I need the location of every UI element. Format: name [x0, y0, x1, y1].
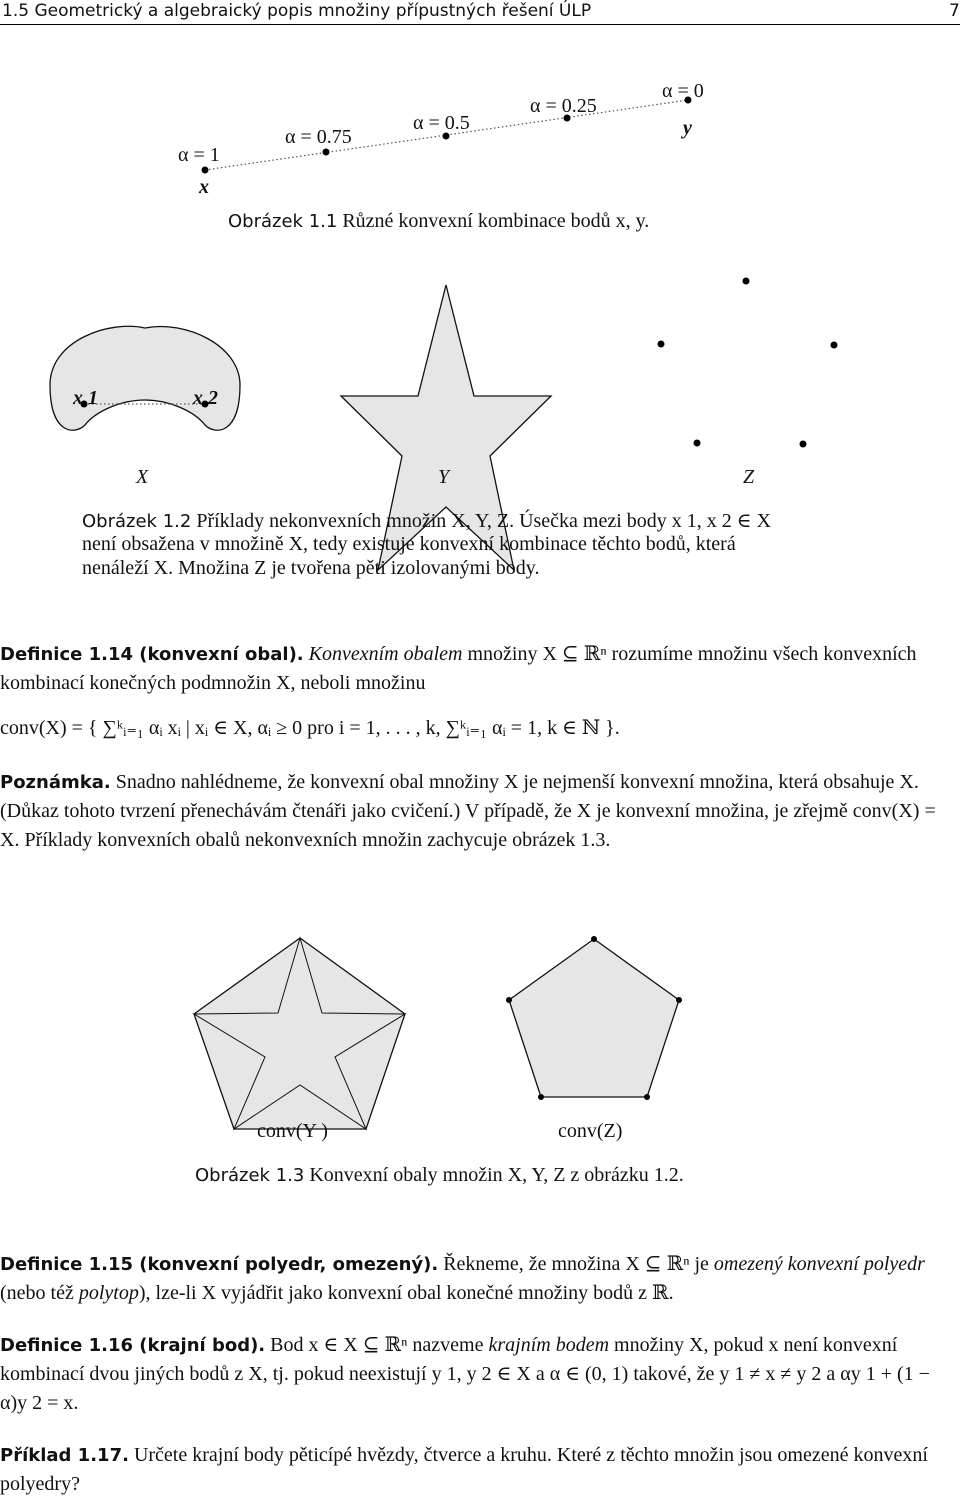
caption-label: Obrázek 1.1 [228, 211, 338, 232]
set-z-point-2 [658, 341, 665, 348]
defined-term-alt: polytop [78, 1282, 139, 1304]
definition-1-14 [0, 640, 960, 698]
caption-text: Konvexní obaly množin X, Y, Z z obrázku 1.2. [309, 1164, 684, 1186]
conv-z-vertex-3 [644, 1094, 650, 1100]
point-label-y: y [683, 117, 692, 139]
figure-1-3 [0, 930, 960, 1150]
alpha-label-1: α = 1 [178, 144, 220, 166]
alpha-label-0: α = 0 [662, 80, 704, 102]
example-text: Určete krajní body pěticípé hvězdy, čtverce a kruhu. Které z těchto množin jsou omezené konvexní polyedry? [0, 1444, 928, 1495]
conv-z-vertex-1 [591, 936, 597, 942]
caption-text: Různé konvexní kombinace bodů x, y. [342, 210, 650, 232]
caption-label: Obrázek 1.3 [195, 1165, 305, 1186]
point-x [202, 167, 209, 174]
conv-z-vertex-5 [506, 997, 512, 1003]
figure-1-2-caption-line-1 [82, 508, 771, 533]
defined-term: omezený konvexní polyedr [713, 1253, 925, 1275]
figure-1-1 [0, 70, 960, 270]
page-number: 7 [949, 1, 960, 21]
running-header-title: 1.5 Geometrický a algebraický popis množiny přípustných řešení ÚLP [2, 1, 592, 21]
definition-1-16: Definice 1.16 (krajní bod). Bod x ∈ X ⊆ ℝⁿ nazveme krajním bodem množiny X, pokud x není konvexní kombinací dvou jiných bodů z X, tj. pokud neexistují y 1, y 2 ∈ X a α ∈ (0, 1) takové, že y 1 ≠ x ≠ y 2 a αy 1 + (1 − α)y 2 = x. [0, 1334, 930, 1414]
figure-1-2-caption-line-3: nenáleží X. Množina Z je tvořena pěti izolovanými body. [82, 557, 540, 579]
caption-label: Obrázek 1.2 [82, 511, 192, 532]
figure-1-1-caption [228, 210, 649, 233]
conv-y-label: conv(Y ) [257, 1120, 328, 1142]
conv-z-pentagon [509, 939, 679, 1097]
figure-1-3-caption [195, 1164, 684, 1187]
formula-conv [0, 715, 620, 740]
point-label-x1: x 1 [73, 387, 98, 409]
alpha-label-075: α = 0.75 [285, 126, 352, 148]
defined-term: Konvexním obalem [308, 643, 463, 665]
point-label-x2: x 2 [193, 387, 218, 409]
example-label: Příklad 1.17. [0, 1445, 129, 1466]
note [0, 768, 960, 855]
conv-z-vertex-2 [676, 997, 682, 1003]
note-text: Snadno nahlédneme, že konvexní obal množiny X je nejmenší konvexní množina, která obsahuje X. (Důkaz tohoto tvrzení přenechávám čtenáři jako cvičení.) V případě, že X je konvexní množina, je zřejmě conv(X) = X. Příklady konvexních obalů nekonvexních množin zachycuje obrázek 1.3. [0, 771, 936, 851]
caption-text: Příklady nekonvexních množin X, Y, Z. Úsečka mezi body x 1, x 2 ∈ X [196, 510, 772, 532]
set-z-point-4 [694, 440, 701, 447]
set-label-z: Z [743, 466, 755, 488]
set-z-point-3 [831, 342, 838, 349]
set-x-shape [50, 326, 240, 430]
set-label-x: X [136, 466, 149, 488]
figure-1-2-caption-line-2: není obsažena v množině X, tedy existuje konvexní kombinace těchto bodů, která [82, 533, 736, 555]
set-label-y: Y [438, 466, 450, 488]
header-rule [0, 24, 960, 25]
formula-lhs: conv(X) = { [0, 717, 98, 739]
conv-z-label: conv(Z) [558, 1120, 623, 1142]
formula-body: ∑ᵏᵢ₌₁ αᵢ xᵢ | xᵢ ∈ X, αᵢ ≥ 0 pro i = 1, . . . , k, ∑ᵏᵢ₌₁ αᵢ = 1, k ∈ ℕ }. [102, 717, 620, 739]
set-z-point-5 [800, 441, 807, 448]
defined-term: krajním bodem [488, 1334, 610, 1356]
note-label: Poznámka. [0, 772, 111, 793]
set-z-point-1 [743, 278, 750, 285]
point-a075 [323, 149, 330, 156]
alpha-label-05: α = 0.5 [413, 112, 470, 134]
definition-label: Definice 1.14 (konvexní obal). [0, 644, 304, 665]
definition-label: Definice 1.16 (krajní bod). [0, 1335, 266, 1356]
example-1-17 [0, 1441, 960, 1499]
definition-text: množiny X ⊆ ℝⁿ rozumíme množinu všech konvexních kombinací konečných podmnožin X, neboli množinu [0, 643, 917, 694]
definition-label: Definice 1.15 (konvexní polyedr, omezený). [0, 1254, 439, 1275]
conv-z-vertex-4 [538, 1094, 544, 1100]
alpha-label-025: α = 0.25 [530, 95, 597, 117]
definition-1-15: Definice 1.15 (konvexní polyedr, omezený). Řekneme, že množina X ⊆ ℝⁿ je omezený konvexní polyedr (nebo též polytop), lze-li X vyjádřit jako konvexní obal konečné množiny bodů z ℝ. [0, 1253, 925, 1304]
point-label-x: x [199, 176, 209, 198]
